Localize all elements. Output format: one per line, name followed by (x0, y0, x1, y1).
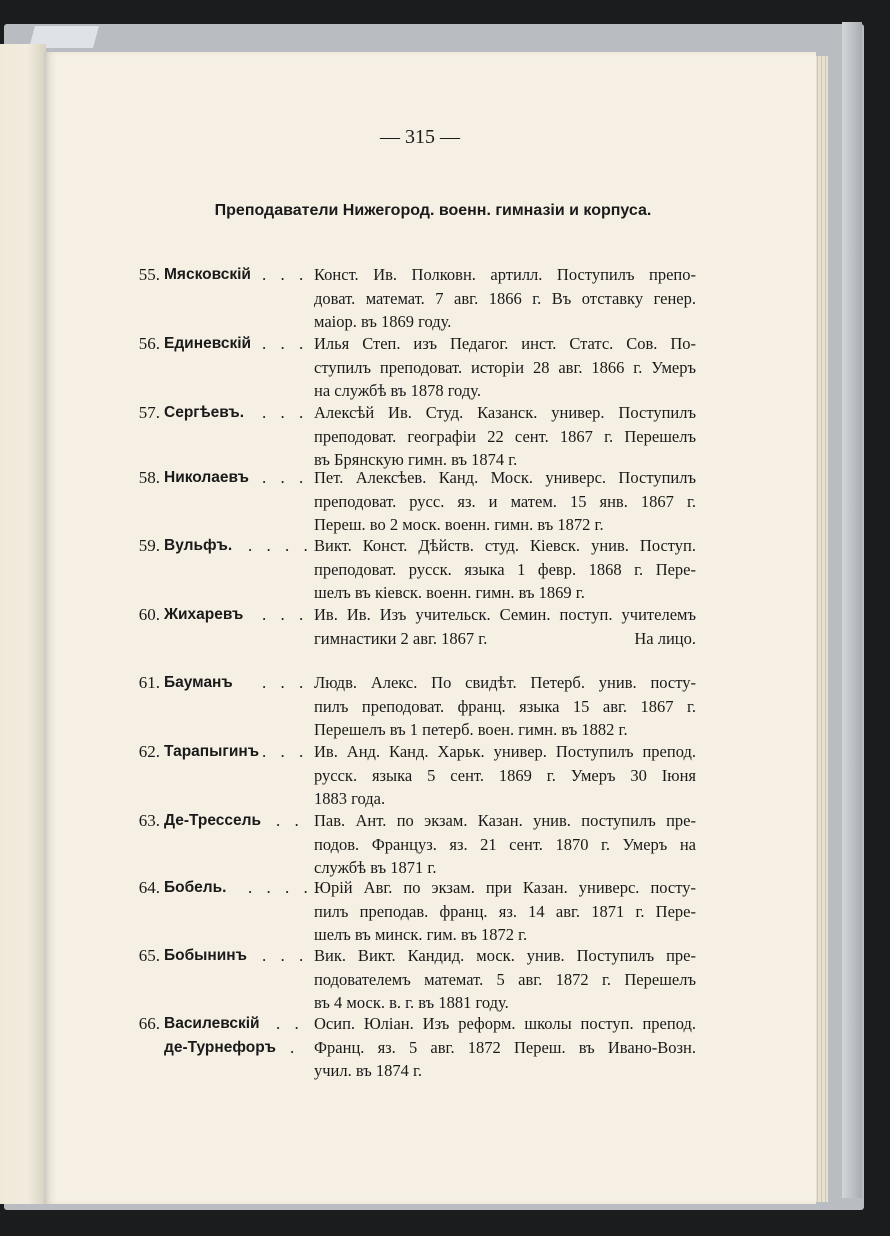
entry-number: 57. (138, 403, 160, 422)
entry-text-line: Викт. Конст. Дѣйств. студ. Кіевск. унив. Поступ. (314, 536, 696, 555)
cover-edge (842, 22, 862, 1198)
entry-number: 60. (138, 605, 160, 624)
entry-text-line: Людв. Алекс. По свидѣт. Петерб. унив. посту- (314, 673, 696, 692)
entry-text-line: Франц. яз. 5 авг. 1872 Переш. въ Ивано-Возн. (314, 1037, 696, 1057)
entry-name: Де-Трессель (164, 812, 262, 829)
entry-text-line: Пет. Алексѣев. Канд. Моск. универс. Поступилъ (314, 468, 696, 487)
leader-dots: . (290, 1037, 300, 1057)
entry-text-line: службѣ въ 1871 г. (314, 858, 437, 877)
entry-text-line: Переш. во 2 моск. военн. гимн. въ 1872 г. (314, 515, 604, 534)
entry-name: Николаевъ (164, 469, 249, 486)
page-heading: Преподаватели Нижегород. военн. гимназіи и корпуса. (214, 202, 652, 219)
left-page-edge (0, 44, 46, 1204)
entry-note: На лицо. (634, 628, 696, 648)
entry-text-line: Пав. Ант. по экзам. Казан. унив. поступилъ пре- (314, 811, 696, 830)
entry-text-line: въ 4 моск. в. г. въ 1881 году. (314, 993, 509, 1012)
entry-text-line: Перешелъ въ 1 петерб. воен. гимн. въ 1882 г. (314, 720, 628, 739)
entry-number: 58. (138, 468, 160, 487)
entry-number: 64. (138, 878, 160, 897)
entry-text-line: Осип. Юліан. Изъ реформ. школы поступ. препод. (314, 1014, 696, 1033)
entry-text-line: шелъ въ кіевск. военн. гимн. въ 1869 г. (314, 583, 585, 602)
entry-text-line: Юрій Авг. по экзам. при Казан. универс. посту- (314, 878, 696, 897)
page-number: — 315 — (380, 126, 460, 148)
leader-dots: . . . (262, 403, 309, 422)
entry-name: Жихаревъ (164, 606, 244, 623)
entry-text-line: 1883 года. (314, 789, 386, 808)
entry-name: Бауманъ (164, 674, 233, 691)
leader-dots: . . . (262, 673, 309, 692)
leader-dots: . . . (262, 334, 309, 353)
leader-dots: . . (276, 811, 304, 830)
entry-text-line: гимнастики 2 авг. 1867 г. (314, 628, 488, 648)
leader-dots: . . . (262, 605, 309, 624)
entry-number: 59. (138, 536, 160, 555)
entry-text-line: на службѣ въ 1878 году. (314, 381, 481, 400)
leader-dots: . . . (262, 742, 309, 761)
entry-name: Мясковскій (164, 266, 251, 283)
entry-number: 56. (138, 334, 160, 353)
leader-dots: . . . . (248, 536, 313, 555)
entry-number: 62. (138, 742, 160, 761)
entry-text-line: преподоват. географіи 22 сент. 1867 г. Перешелъ (314, 426, 696, 446)
entry-text-line: Вик. Викт. Кандид. моск. унив. Поступилъ пре- (314, 946, 696, 965)
entry-text-line: преподоват. русск. языка 1 февр. 1868 г. Пере- (314, 559, 696, 579)
entry-number: 61. (138, 673, 160, 692)
entry-text-line: Ив. Анд. Канд. Харьк. универ. Поступилъ препод. (314, 742, 696, 761)
entry-text-line: Ив. Ив. Изъ учительск. Семин. поступ. учителемъ (314, 605, 696, 624)
entry-number: 63. (138, 811, 160, 830)
entry-name: Единевскій (164, 335, 252, 352)
leader-dots: . . . . (248, 878, 313, 897)
entry-text-line: Конст. Ив. Полковн. артилл. Поступилъ препо- (314, 265, 696, 284)
entry-text-line: подов. Францyз. яз. 21 сент. 1870 г. Умеръ на (314, 834, 696, 854)
entry-name: Сергѣевъ. (164, 404, 244, 421)
leader-dots: . . . (262, 265, 309, 284)
entry-text-line: учил. въ 1874 г. (314, 1061, 423, 1080)
entry-text-line: подователемъ математ. 5 авг. 1872 г. Перешелъ (314, 969, 696, 989)
entry-number: 55. (138, 265, 160, 284)
entry-text-line: пилъ преподоват. франц. языка 15 авг. 1867 г. (314, 696, 696, 716)
entry-name-continued: де-Турнефоръ (164, 1038, 276, 1056)
entry-text-line: маіор. въ 1869 году. (314, 312, 452, 331)
entry-text-line: въ Брянскую гимн. въ 1874 г. (314, 450, 518, 469)
leader-dots: . . . (262, 468, 309, 487)
entry-text-line: шелъ въ минск. гим. въ 1872 г. (314, 925, 528, 944)
entry-number: 65. (138, 946, 160, 965)
entry-text-line: пилъ преподав. франц. яз. 14 авг. 1871 г. Пере- (314, 901, 696, 921)
entry-text-line: доват. математ. 7 авг. 1866 г. Въ отставку генер. (314, 288, 696, 308)
entry-name: Вульфъ. (164, 537, 233, 554)
entry-name: Бобель. (164, 879, 227, 896)
entry-text-line: Алексѣй Ив. Студ. Казанск. универ. Поступилъ (314, 403, 696, 422)
entry-text-line: преподоват. русс. яз. и матем. 15 янв. 1867 г. (314, 491, 696, 511)
entry-name: Василевскій (164, 1015, 260, 1032)
leader-dots: . . (276, 1014, 304, 1033)
entry-text-line: Илья Степ. изъ Педагог. инст. Статс. Сов. По- (314, 334, 696, 353)
leader-dots: . . . (262, 946, 309, 965)
entry-number: 66. (138, 1014, 160, 1033)
entry-text-line: ступилъ преподоват. исторіи 28 авг. 1866 г. Умеръ (314, 357, 696, 377)
entry-name: Бобынинъ (164, 947, 247, 964)
entry-name: Тарапыгинъ (164, 743, 260, 760)
entry-text-line: русск. языка 5 сент. 1869 г. Умеръ 30 Іюня (314, 765, 696, 785)
